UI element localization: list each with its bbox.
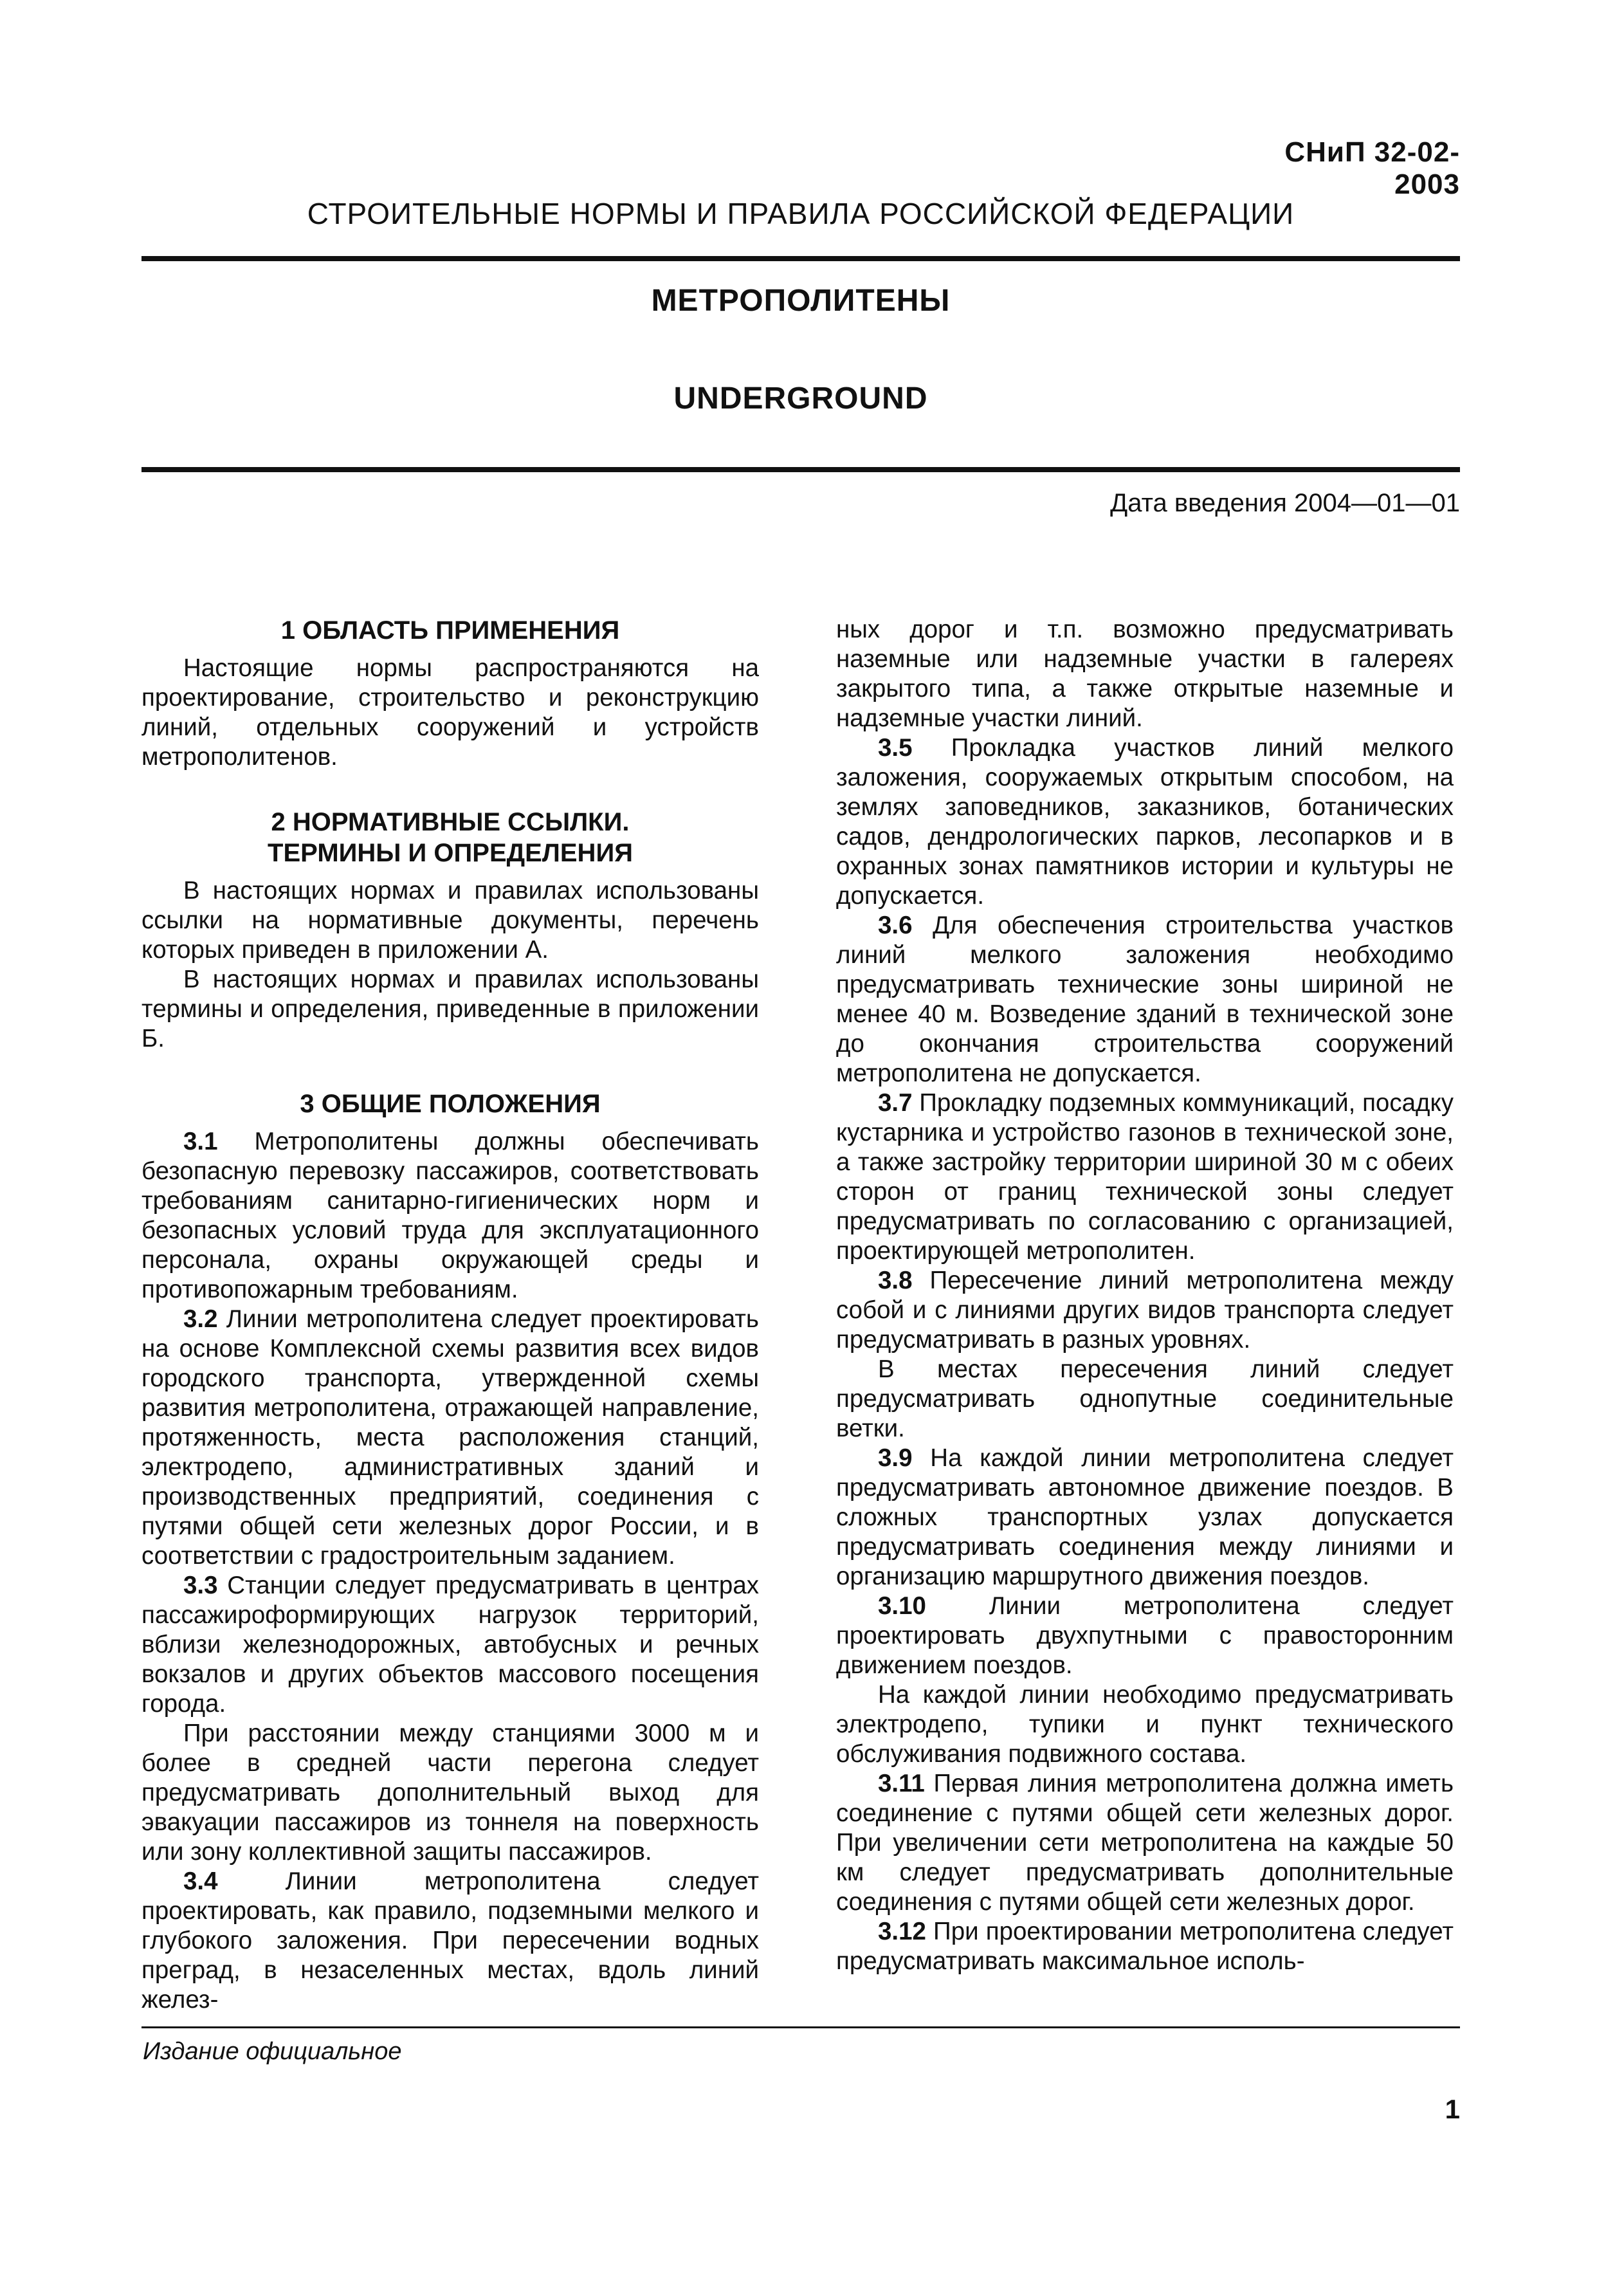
paragraph: Настоящие нормы распространяются на проектирование, строительство и реконструкцию линий, отдельных сооружений и устройств метрополитенов. bbox=[141, 654, 759, 771]
clause-3-1 bbox=[141, 1127, 759, 1305]
clause-text: Пересечение линий метрополитена между собой и с линиями других видов транспорта следует предусматривать в разных уровнях. bbox=[836, 1267, 1454, 1354]
clause-number: 3.8 bbox=[878, 1267, 913, 1294]
paragraph: В настоящих нормах и правилах использованы ссылки на нормативные документы, перечень которых приведен в приложении А. bbox=[141, 877, 759, 964]
clause-text: Линии метрополитена следует проектировать, как правило, подземными мелкого и глубокого заложения. При пересечении водных преград, в незаселенных местах, вдоль линий желез- bbox=[141, 1868, 759, 2014]
clause-3-5 bbox=[836, 733, 1454, 911]
clause-text: Прокладка участков линий мелкого заложения, сооружаемых открытым способом, на землях заповедников, заказников, ботанических садов, дендрологических парков, лесопарков и в охранных зонах памятников истории и культуры не допускается. bbox=[836, 734, 1454, 910]
clause-number: 3.9 bbox=[878, 1444, 913, 1472]
introduction-date: Дата введения 2004—01—01 bbox=[1110, 489, 1460, 517]
paragraph: При расстоянии между станциями 3000 м и более в средней части перегона следует предусматривать дополнительный выход для эвакуации пассажиров из тоннеля на поверхность или зону коллективной защиты пассажиров. bbox=[141, 1720, 759, 1866]
section-1-heading: 1 ОБЛАСТЬ ПРИМЕНЕНИЯ bbox=[280, 616, 620, 645]
heading-line: ТЕРМИНЫ И ОПРЕДЕЛЕНИЯ bbox=[268, 839, 633, 867]
clause-number: 3.2 bbox=[183, 1305, 218, 1333]
clause-3-8 bbox=[836, 1266, 1454, 1355]
clause-3-2 bbox=[141, 1305, 759, 1571]
paragraph-continued: ных дорог и т.п. возможно предусматривать наземные или надземные участки в галереях закрытого типа, а также открытые наземные и надземные участки линий. bbox=[836, 616, 1454, 732]
footer-divider bbox=[141, 2026, 1460, 2028]
title-divider bbox=[141, 467, 1460, 472]
paragraph: В настоящих нормах и правилах использованы термины и определения, приведенные в приложении Б. bbox=[141, 966, 759, 1052]
page-number: 1 bbox=[1445, 2094, 1460, 2124]
clause-3-10 bbox=[836, 1592, 1454, 1680]
clause-number: 3.3 bbox=[183, 1572, 218, 1599]
section-2-heading bbox=[141, 807, 759, 868]
document-series-title: СТРОИТЕЛЬНЫЕ НОРМЫ И ПРАВИЛА РОССИЙСКОЙ ФЕДЕРАЦИИ bbox=[307, 197, 1295, 230]
clause-text: Линии метрополитена следует проектировать двухпутными с правосторонним движением поездов. bbox=[836, 1592, 1454, 1679]
right-column bbox=[836, 615, 1454, 1976]
clause-number: 3.4 bbox=[183, 1868, 218, 1895]
left-column bbox=[141, 615, 759, 2015]
document-code: СНиП 32-02-2003 bbox=[1284, 136, 1460, 200]
clause-3-4 bbox=[141, 1867, 759, 2015]
clause-number: 3.7 bbox=[878, 1089, 913, 1117]
clause-text: На каждой линии метрополитена следует предусматривать автономное движение поездов. В сложных транспортных узлах допускается предусматривать соединения между линиями и организацию маршрутного движения поездов. bbox=[836, 1444, 1454, 1590]
page-title-english: UNDERGROUND bbox=[673, 381, 928, 416]
clause-number: 3.12 bbox=[878, 1918, 926, 1945]
clause-3-12 bbox=[836, 1917, 1454, 1976]
clause-3-9 bbox=[836, 1444, 1454, 1592]
clause-number: 3.11 bbox=[878, 1770, 925, 1797]
clause-text: Станции следует предусматривать в центрах пассажироформирующих нагрузок территорий, вблизи железнодорожных, автобусных и речных вокзалов и других объектов массового посещения города. bbox=[141, 1572, 759, 1718]
clause-3-6 bbox=[836, 911, 1454, 1088]
clause-number: 3.10 bbox=[878, 1592, 926, 1620]
page-title: МЕТРОПОЛИТЕНЫ bbox=[651, 284, 951, 318]
section-3-heading: 3 ОБЩИЕ ПОЛОЖЕНИЯ bbox=[300, 1090, 601, 1118]
paragraph: В местах пересечения линий следует предусматривать однопутные соединительные ветки. bbox=[836, 1355, 1454, 1442]
clause-number: 3.1 bbox=[183, 1128, 218, 1155]
heading-line: 2 НОРМАТИВНЫЕ ССЫЛКИ. bbox=[271, 808, 630, 836]
clause-text: Прокладку подземных коммуникаций, посадку кустарника и устройство газонов в технической зоне, а также застройку территории шириной 30 м с обеих сторон от границ технической зоны следует предусматривать по согласованию с организацией, проектирующей метрополитен. bbox=[836, 1089, 1454, 1265]
clause-text: Первая линия метрополитена должна иметь соединение с путями общей сети железных дорог. При увеличении сети метрополитена на каждые 50 км следует предусматривать дополнительные соединения с путями общей сети железных дорог. bbox=[836, 1770, 1454, 1916]
clause-3-7 bbox=[836, 1088, 1454, 1266]
top-divider bbox=[141, 256, 1460, 261]
clause-number: 3.6 bbox=[878, 912, 913, 939]
clause-3-11 bbox=[836, 1769, 1454, 1917]
clause-number: 3.5 bbox=[878, 734, 913, 762]
clause-text: Линии метрополитена следует проектировать на основе Комплексной схемы развития всех видов городского транспорта, утвержденной схемы развития метрополитена, отражающей направление, протяженность, места расположения станций, электродепо, административных зданий и производственных предприятий, соединения с путями общей сети железных дорог России, и в соответствии с градостроительным заданием. bbox=[141, 1305, 759, 1570]
paragraph: На каждой линии необходимо предусматривать электродепо, тупики и пункт технического обслуживания подвижного состава. bbox=[836, 1681, 1454, 1768]
edition-note: Издание официальное bbox=[143, 2038, 402, 2065]
clause-text: Для обеспечения строительства участков линий мелкого заложения необходимо предусматривать технические зоны шириной не менее 40 м. Возведение зданий в технической зоне до окончания строительства сооружений метрополитена не допускается. bbox=[836, 912, 1454, 1087]
clause-text: При проектировании метрополитена следует предусматривать максимальное исполь- bbox=[836, 1918, 1454, 1975]
clause-text: Метрополитены должны обеспечивать безопасную перевозку пассажиров, соответствовать требованиям санитарно-гигиенических норм и безопасных условий труда для эксплуатационного персонала, охраны окружающей среды и противопожарным требованиям. bbox=[141, 1128, 759, 1303]
clause-3-3 bbox=[141, 1571, 759, 1719]
